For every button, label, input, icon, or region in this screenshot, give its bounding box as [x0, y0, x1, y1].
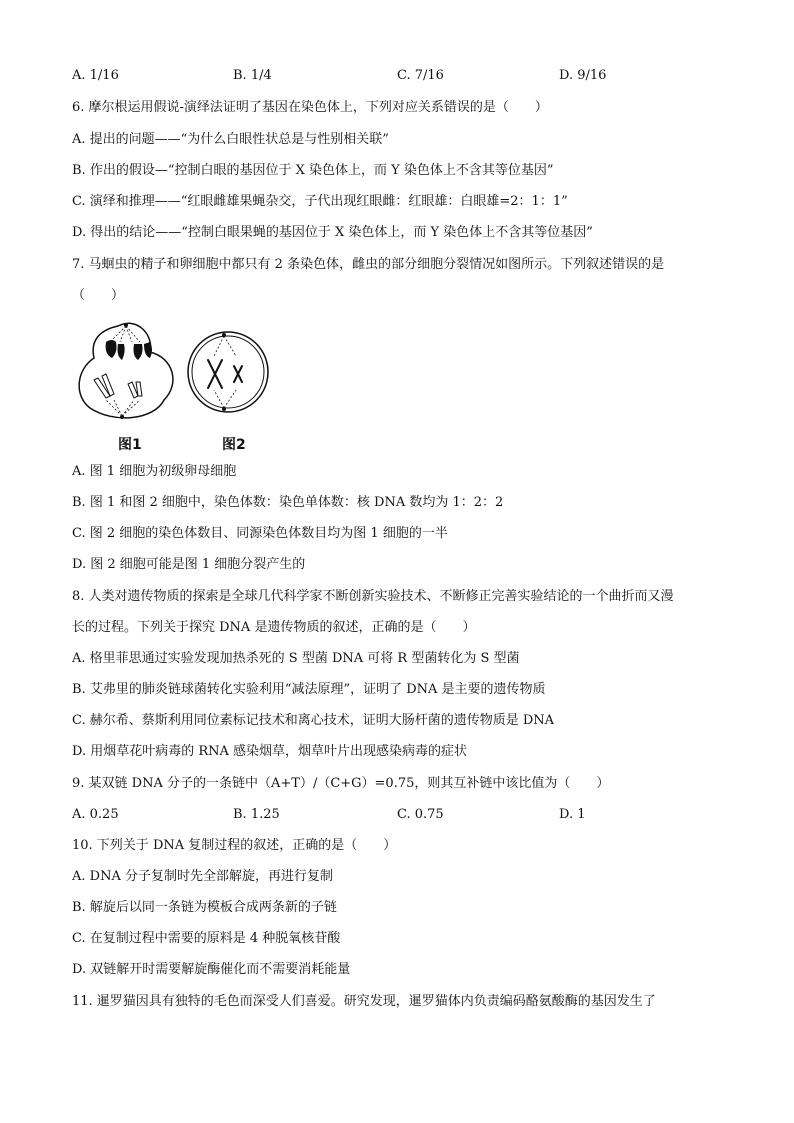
fig1-cell [79, 323, 173, 418]
fig2-centriole-top [222, 333, 226, 337]
q5-option-c: C. 7/16 [397, 68, 444, 83]
q9-option-d: D. 1 [559, 807, 586, 822]
q7-stem-line2: （ ） [72, 288, 125, 303]
q8-stem-line2: 长的过程。下列关于探究 DNA 是遗传物质的叙述，正确的是（ ） [72, 620, 476, 635]
q8-option-b: B. 艾弗里的肺炎链球菌转化实验利用“减法原理”，证明了 DNA 是主要的遗传物质 [72, 682, 546, 697]
q9-option-c: C. 0.75 [397, 807, 444, 822]
q10-stem: 10. 下列关于 DNA 复制过程的叙述，正确的是（ ） [72, 838, 397, 853]
fig1-chromosomes-top [106, 340, 152, 360]
q6-option-c: C. 演绎和推理——“红眼雌雄果蝇杂交，子代出现红眼雌：红眼雄：白眼雄=2：1：1” [72, 194, 568, 209]
fig2-spindle [214, 336, 236, 408]
fig1-spindle-bottom [106, 400, 140, 416]
q7-option-d: D. 图 2 细胞可能是图 1 细胞分裂产生的 [72, 557, 306, 572]
cell-division-diagram [76, 312, 276, 457]
q7-option-a: A. 图 1 细胞为初级卵母细胞 [72, 464, 237, 479]
q10-option-a: A. DNA 分子复制时先全部解旋，再进行复制 [72, 869, 333, 884]
q8-option-d: D. 用烟草花叶病毒的 RNA 感染烟草，烟草叶片出现感染病毒的症状 [72, 744, 468, 759]
q10-option-c: C. 在复制过程中需要的原料是 4 种脱氧核苷酸 [72, 931, 341, 946]
q8-stem-line1: 8. 人类对遗传物质的探索是全球几代科学家不断创新实验技术、不断修正完善实验结论的一个曲折而又漫 [72, 589, 674, 604]
q6-option-d: D. 得出的结论——“控制白眼果蝇的基因位于 X 染色体上，而 Y 染色体上不含其等位基因” [72, 225, 593, 240]
fig1-chromosomes-bottom [94, 374, 142, 398]
fig1-spindle-top [110, 326, 140, 342]
q9-option-a: A. 0.25 [72, 807, 119, 822]
q5-option-a: A. 1/16 [72, 68, 119, 83]
q9-option-b: B. 1.25 [233, 807, 280, 822]
cell-division-figure [76, 312, 276, 457]
q7-stem-line1: 7. 马蛔虫的精子和卵细胞中都只有 2 条染色体，雌虫的部分细胞分裂情况如图所示。下列叙述错误的是 [72, 257, 665, 272]
fig1-centriole-bottom [120, 415, 124, 419]
q5-option-b: B. 1/4 [233, 68, 272, 83]
fig2-chromosomes [208, 360, 242, 388]
fig2-centriole-bottom [222, 407, 226, 411]
fig2-cell [188, 332, 268, 412]
q5-options [72, 68, 722, 84]
q8-option-c: C. 赫尔希、蔡斯利用同位素标记技术和离心技术，证明大肠杆菌的遗传物质是 DNA [72, 713, 555, 728]
q6-stem: 6. 摩尔根运用假说-演绎法证明了基因在染色体上，下列对应关系错误的是（ ） [72, 100, 548, 115]
q8-option-a: A. 格里菲思通过实验发现加热杀死的 S 型菌 DNA 可将 R 型菌转化为 S 型菌 [72, 651, 520, 666]
fig1-centriole-top [124, 323, 128, 327]
q9-stem: 9. 某双链 DNA 分子的一条链中（A+T）/（C+G）=0.75，则其互补链中该比值为（ ） [72, 776, 610, 791]
q9-options [72, 807, 722, 823]
q6-option-a: A. 提出的问题——“为什么白眼性状总是与性别相关联” [72, 132, 389, 147]
fig2-label: 图2 [222, 437, 246, 453]
q5-option-d: D. 9/16 [559, 68, 607, 83]
q6-option-b: B. 作出的假设—“控制白眼的基因位于 X 染色体上，而 Y 染色体上不含其等位基因” [72, 163, 554, 178]
q11-stem: 11. 暹罗猫因具有独特的毛色而深受人们喜爱。研究发现，暹罗猫体内负责编码酪氨酸酶的基因发生了 [72, 994, 656, 1009]
q7-option-c: C. 图 2 细胞的染色体数目、同源染色体数目均为图 1 细胞的一半 [72, 526, 448, 541]
q10-option-d: D. 双链解开时需要解旋酶催化而不需要消耗能量 [72, 962, 351, 977]
fig1-label: 图1 [118, 437, 142, 453]
q7-option-b: B. 图 1 和图 2 细胞中，染色体数：染色单体数：核 DNA 数均为 1：2：2 [72, 495, 504, 510]
q10-option-b: B. 解旋后以同一条链为模板合成两条新的子链 [72, 900, 337, 915]
